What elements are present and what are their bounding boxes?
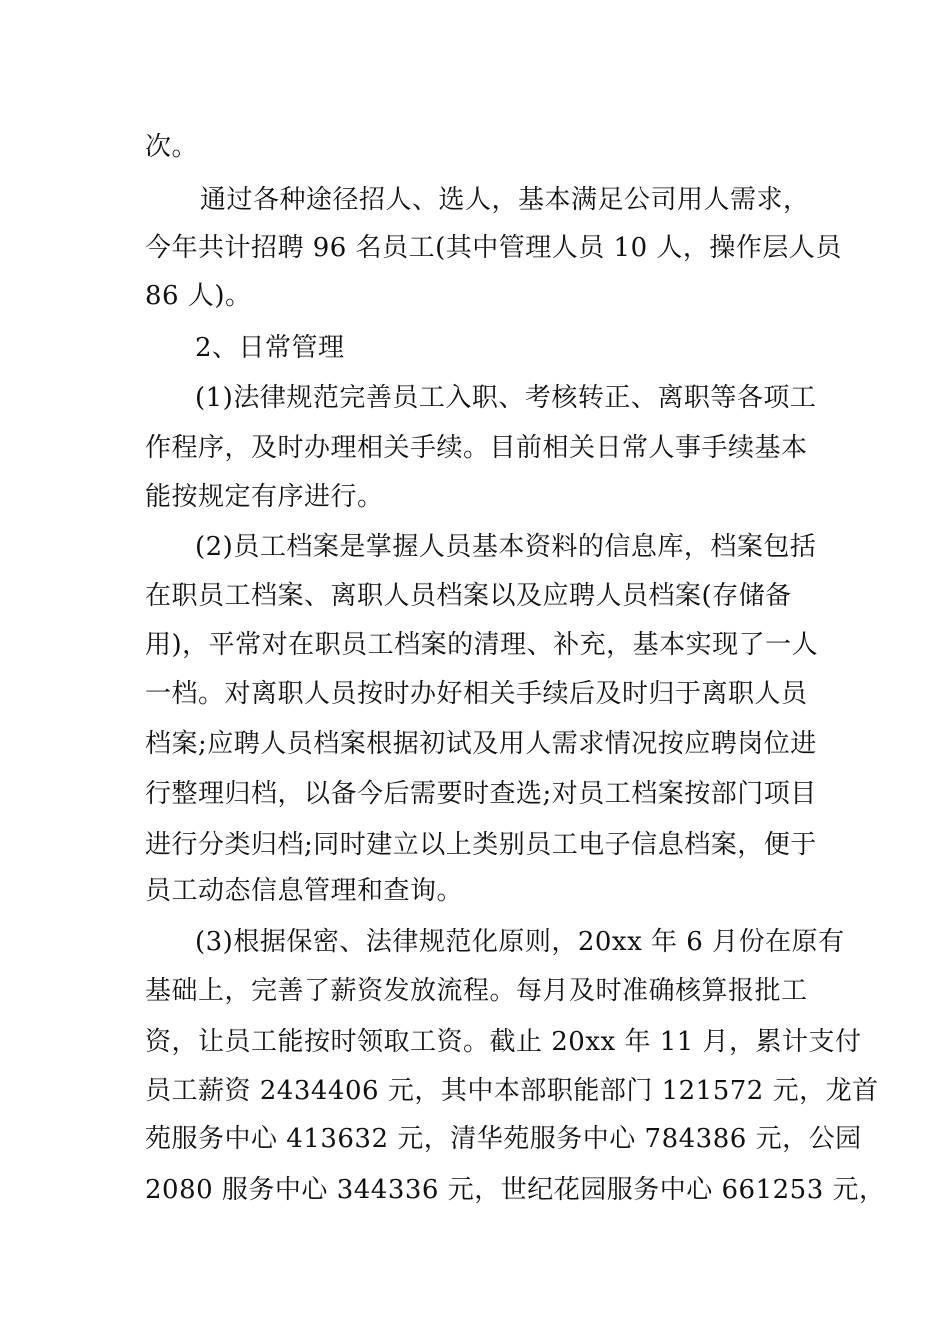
text-line: 基础上，完善了薪资发放流程。每月及时准确核算报批工 <box>145 976 808 1006</box>
text-line: 行整理归档，以备今后需要时查选;对员工档案按部门项目 <box>145 779 817 809</box>
text-line: 一档。对离职人员按时办好相关手续后及时归于离职人员 <box>145 679 808 709</box>
text-line: 资，让员工能按时领取工资。截止 20xx 年 11 月，累计支付 <box>145 1027 862 1057</box>
text-line: (1)法律规范完善员工入职、考核转正、离职等各项工 <box>195 383 817 413</box>
text-line: 通过各种途径招人、选人，基本满足公司用人需求， <box>200 185 810 215</box>
text-line: 苑服务中心 413632 元，清华苑服务中心 784386 元，公园 <box>145 1124 862 1154</box>
text-line: 次。 <box>145 132 199 162</box>
text-line: 用)，平常对在职员工档案的清理、补充，基本实现了一人 <box>145 630 819 660</box>
text-line: 2080 服务中心 344336 元，世纪花园服务中心 661253 元， <box>145 1175 886 1205</box>
text-line: 档案;应聘人员档案根据初试及用人需求情况按应聘岗位进 <box>145 729 817 759</box>
text-line: 在职员工档案、离职人员档案以及应聘人员档案(存储备 <box>145 581 792 611</box>
text-line: 能按规定有序进行。 <box>145 482 384 512</box>
text-line: 86 人)。 <box>145 281 252 311</box>
text-line: 作程序，及时办理相关手续。目前相关日常人事手续基本 <box>145 433 808 463</box>
section-heading: 2、日常管理 <box>195 333 345 363</box>
text-line: 今年共计招聘 96 名员工(其中管理人员 10 人，操作层人员 <box>145 233 842 263</box>
text-line: (2)员工档案是掌握人员基本资料的信息库，档案包括 <box>195 532 817 562</box>
text-line: 员工薪资 2434406 元，其中本部职能部门 121572 元，龙首 <box>145 1076 879 1106</box>
text-line: 员工动态信息管理和查询。 <box>145 876 464 906</box>
text-line: (3)根据保密、法律规范化原则，20xx 年 6 月份在原有 <box>195 927 845 957</box>
text-line: 进行分类归档;同时建立以上类别员工电子信息档案，便于 <box>145 830 817 860</box>
